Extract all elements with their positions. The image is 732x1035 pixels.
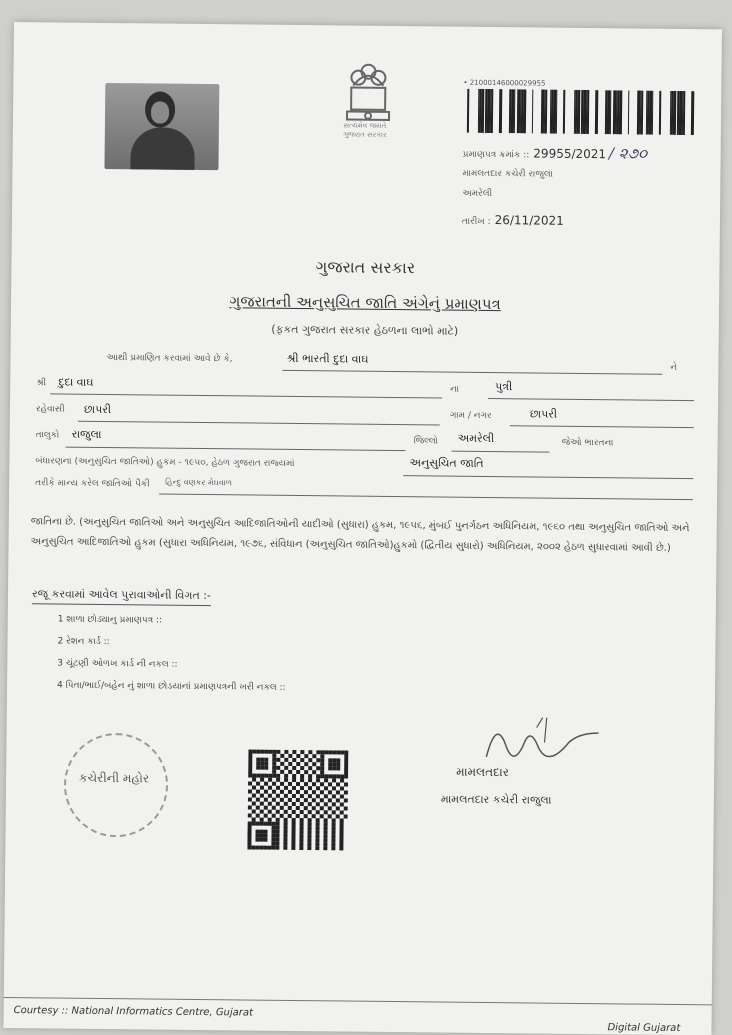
documents-title: રજૂ કરવામાં આવેલ પુરાવાઓની વિગત :- — [32, 587, 211, 606]
certificate-note: (ફકત ગુજરાત સરકાર હેઠળના લાભો માટે) — [271, 322, 459, 338]
footer-divider — [4, 997, 712, 1005]
village-label: ગામ / નગર — [449, 410, 492, 422]
barcode-number: • 21000146000029955 — [463, 78, 546, 88]
document-item: 4 પિતા/ભાઈ/બહેન નું શાળા છોડયાનાં પ્રમાણપત્રની ખરી નકલ :: — [57, 680, 286, 693]
certificate-title: ગુજરાતની અનુસુચિત જાતિ અંગેનું પ્રમાણપત્ર — [229, 292, 501, 314]
resident: છાપરી — [83, 402, 112, 417]
resident-label: રહેવાસી — [35, 404, 65, 415]
district: અમરેલી — [457, 431, 495, 446]
applicant-photo — [104, 83, 219, 170]
office-district: અમરેલી — [462, 188, 493, 200]
certificate-page — [3, 22, 721, 1035]
applicant-name: શ્રી ભારતી દુદા વાઘ — [286, 351, 369, 366]
document-item: 3 ચૂંટણી ઓળખ કાર્ડ ની નકલ :: — [57, 658, 178, 670]
taluka-label: તાલુકો — [35, 430, 60, 441]
taluka: રાજુલા — [71, 427, 102, 441]
caste-label: તરીકે માન્ય કરેલ જાતિઓ પૈકી — [35, 478, 150, 490]
certificate-number: પ્રમાણપત્ર ક્રમાંક :: 29955/2021 / ૨૭૦ — [462, 144, 648, 163]
district-label: જિલ્લો — [413, 436, 438, 447]
signature-scribble — [446, 707, 627, 769]
intro-text: આથી પ્રમાણિત કરવામાં આવે છે કે, — [106, 352, 233, 365]
na-label: ના — [450, 384, 460, 395]
shri-label: શ્રી — [36, 378, 47, 389]
document-item: 2 રેશન કાર્ડ :: — [57, 636, 110, 648]
barcode — [463, 89, 695, 135]
qr-code — [247, 749, 348, 850]
office-name: મામલતદાર કચેરી રાજુલા — [462, 168, 553, 180]
caste-category: અનુસુચિત જાતિ — [409, 456, 484, 470]
govt-title: ગુજરાત સરકાર — [315, 257, 416, 278]
village: છાપરી — [529, 407, 558, 421]
emblem-caption: સત્યમેવ જયતે ગુજરાત સરકાર — [343, 121, 387, 139]
document-item: 1 શાળા છોડ્યાનુ પ્રમાણપત્ર :: — [57, 614, 163, 626]
footer-courtesy: Courtesy :: National Informatics Centre, Gujarat — [13, 1005, 254, 1019]
relation: પુત્રી — [495, 380, 513, 394]
footer-brand: Digital Gujarat — [607, 1022, 681, 1035]
country-text: જેઓ ભારતના — [561, 437, 614, 449]
caste-name: હિન્દુ વણકર મેઘવાળ — [165, 477, 233, 488]
signatory-title: મામલતદાર — [456, 764, 510, 780]
legal-paragraph: જાતિના છે. (અનુસુચિત જાતિઓ અને અનુસુચિત આદિજાતિઓની યાદીઓ (સુધારા) હુકમ, ૧૯૫૬, મુંબઈ પુનર્ગઠન અધિનિયમ, ૧૯૬૦ તથા અનુસુચિત જાતિઓ અને અનુસુચિત આદિજાતિઓ હુકમ (સુધારા અધિનિયમ, ૧૯૭૬, સંવિધાન (અનુસુચિત જાતિઓ)હુકમો (દ્વિતીય સુધારો) અધિનિયમ, ૨૦૦૨ હેઠળ સુધારવામાં આવી છે.) — [30, 516, 690, 554]
seal-text: કચેરીની મહોર — [78, 770, 150, 786]
constitution-text: બંધારણના (અનુસુચિત જાતિઓ) હુકમ - ૧૯૫૦, હેઠળ ગુજરાત રાજ્યમાં — [35, 456, 295, 469]
name-suffix: ને — [670, 362, 678, 373]
father-name: દુદા વાઘ — [58, 375, 94, 389]
issue-date: તારીખ : 26/11/2021 — [461, 213, 564, 228]
signatory-office: મામલતદાર કચેરી રાજુલા — [440, 792, 552, 807]
